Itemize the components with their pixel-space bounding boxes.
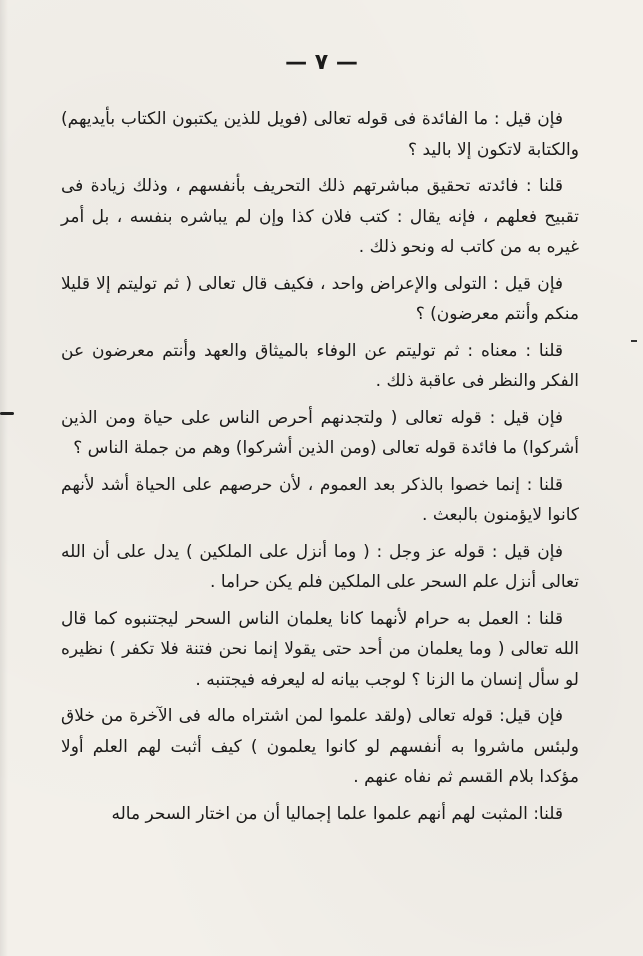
paragraph-question-5: فإن قيل: قوله تعالى (ولقد علموا لمن اشتراه ماله فى الآخرة من خلاق ولبئس ماشروا به أنفسهم لو كانوا يعلمون ) كيف أثبت لهم العلم أولا مؤكدا بلام القسم ثم نفاه عنهم . xyxy=(61,706,579,787)
margin-mark xyxy=(631,340,637,342)
paragraph-answer-5: قلنا: المثبت لهم أنهم علموا علما إجماليا أن من اختار السحر ماله xyxy=(111,803,563,824)
body-text xyxy=(61,100,579,835)
page-fold-shadow xyxy=(0,0,8,956)
paragraph-answer-3: قلنا : إنما خصوا بالذكر بعد العموم ، لأن حرصهم على الحياة أشد لأنهم كانوا لايؤمنون بالبعث . xyxy=(61,474,579,525)
paragraph-question-2: فإن قيل : التولى والإعراض واحد ، فكيف قال تعالى ( ثم توليتم إلا قليلا منكم وأنتم معرضون) ؟ xyxy=(61,273,579,324)
paragraph-answer-4: قلنا : العمل به حرام لأنهما كانا يعلمان الناس السحر ليجتنبوه كما قال الله تعالى ( وما يعلمان من أحد حتى يقولا إنما نحن فتنة فلا تكفر ) نظيره لو سأل إنسان ما الزنا ؟ لوجب بيانه له ليعرفه فيجتنبه . xyxy=(61,608,579,690)
paragraph-question-1: فإن قيل : ما الفائدة فى قوله تعالى (فويل للذين يكتبون الكتاب بأيديهم) والكتابة لاتكون إلا باليد ؟ xyxy=(61,109,579,160)
margin-tab-mark xyxy=(0,412,14,415)
page-number: — ٧ — xyxy=(285,50,358,75)
paragraph-question-4: فإن قيل : قوله عز وجل : ( وما أنزل على الملكين ) يدل على أن الله تعالى أنزل علم السحر على الملكين فلم يكن حراما . xyxy=(61,541,579,592)
paragraph-answer-2: قلنا : معناه : ثم توليتم عن الوفاء بالميثاق والعهد وأنتم معرضون عن الفكر والنظر فى عاقبة ذلك . xyxy=(61,340,579,391)
paragraph-question-3: فإن قيل : قوله تعالى ( ولتجدنهم أحرص الناس على حياة ومن الذين أشركوا) ما فائدة قوله تعالى (ومن الذين أشركوا) وهم من جملة الناس ؟ xyxy=(61,407,579,458)
paragraph-answer-1: قلنا : فائدته تحقيق مباشرتهم ذلك التحريف بأنفسهم ، وذلك زيادة فى تقبيح فعلهم ، فإنه يقال : كتب فلان كذا وإن لم يباشره بنفسه ، بل أمر غيره به من كاتب له ونحو ذلك . xyxy=(61,176,579,257)
